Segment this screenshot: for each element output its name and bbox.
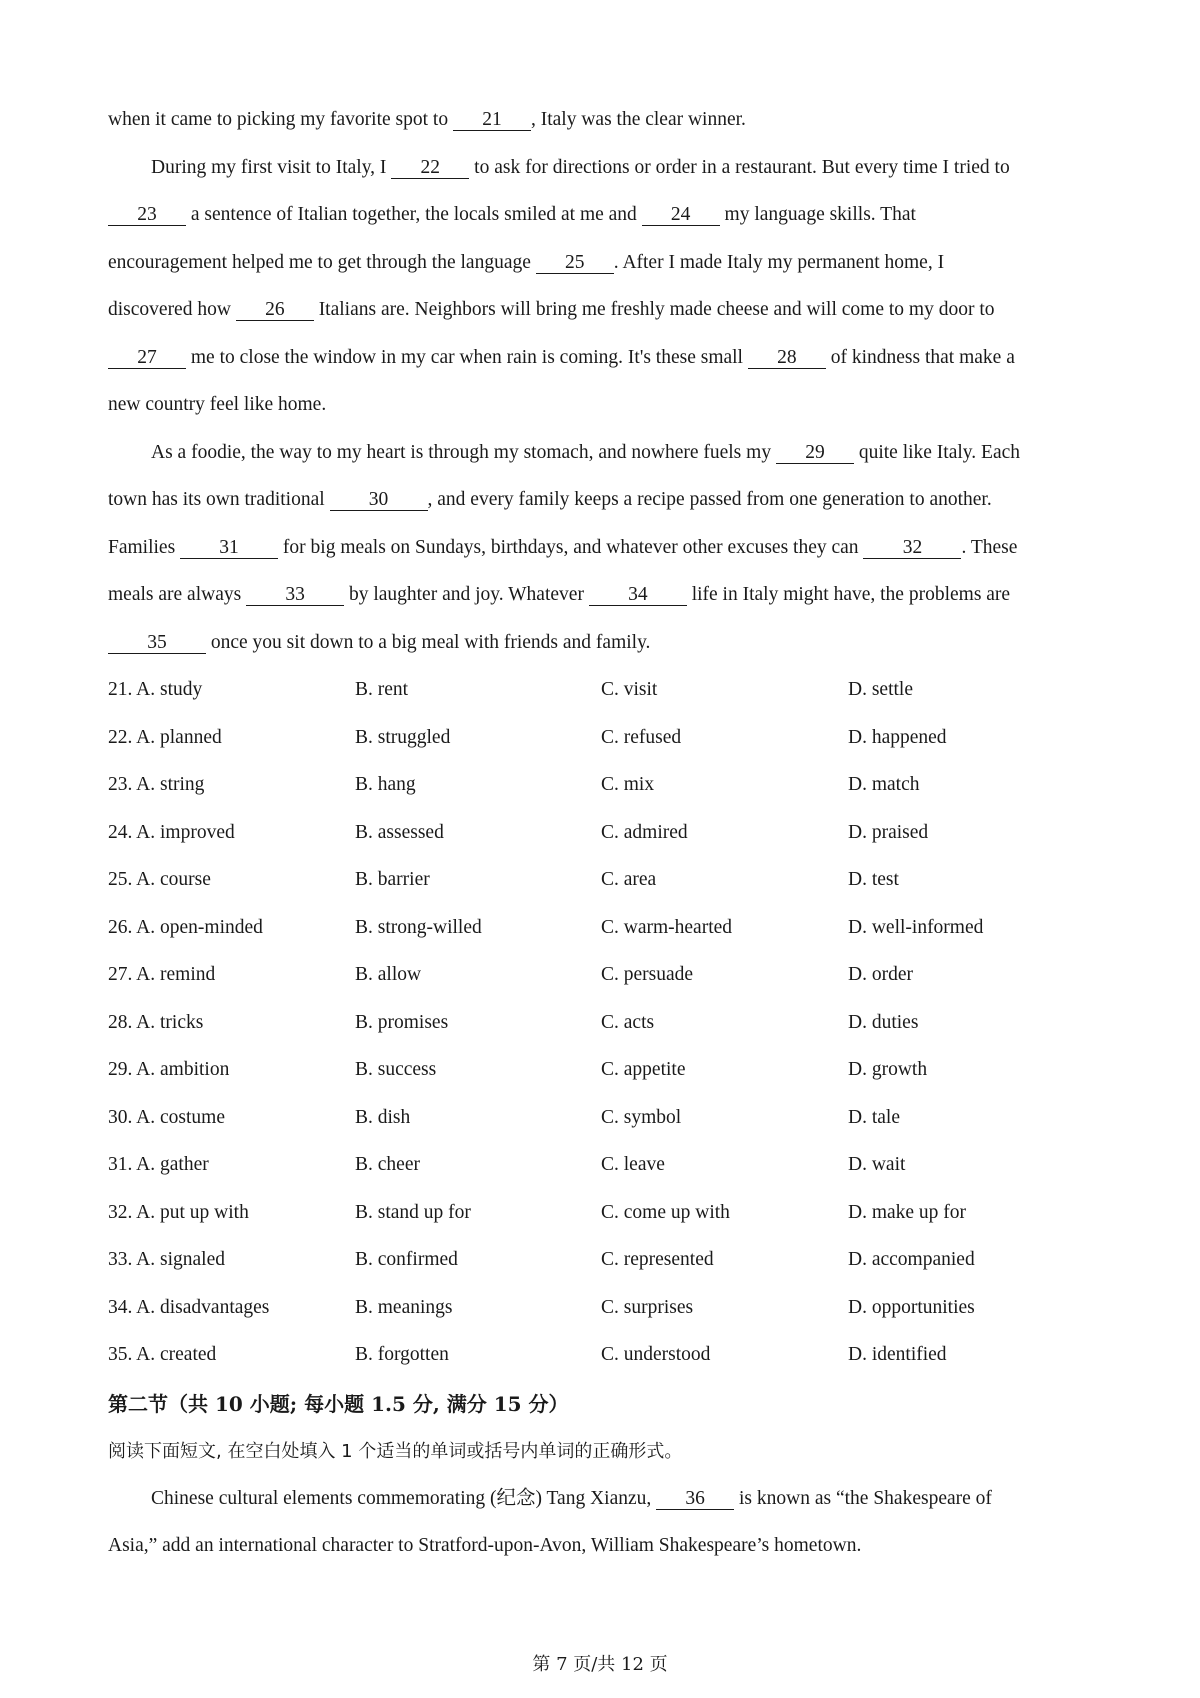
option-row-21: 21. A. study B. rent C. visit D. settle (108, 679, 913, 700)
option-row-32: 32. A. put up with B. stand up for C. come up with D. make up for (108, 1201, 967, 1223)
passage-line: During my first visit to Italy, I 22 to ask for directions or order in a restaurant. But every time I tried to (151, 156, 1010, 178)
passage-line: meals are always 33 by laughter and joy. Whatever 34 life in Italy might have, the problems are (108, 584, 1011, 605)
blank-36: 36 (656, 1489, 734, 1510)
passage-line: town has its own traditional 30 , and every family keeps a recipe passed from one generation to another. (108, 489, 992, 510)
section-title: 第二节（共 10 小题; 每小题 1.5 分, 满分 15 分） (108, 1391, 569, 1416)
option-row-29: 29. A. ambition B. success C. appetite D. growth (108, 1059, 928, 1080)
blank-34: 34 (589, 585, 687, 606)
option-row-28: 28. A. tricks B. promises C. acts D. duties (108, 1011, 919, 1033)
option-row-26: 26. A. open-minded B. strong-willed C. warm-hearted D. well-informed (108, 916, 984, 938)
blank-31: 31 (180, 538, 278, 559)
section-instruction: 阅读下面短文, 在空白处填入 1 个适当的单词或括号内单词的正确形式。 (108, 1440, 683, 1462)
option-row-27: 27. A. remind B. allow C. persuade D. order (108, 964, 913, 985)
passage-line: As a foodie, the way to my heart is through my stomach, and nowhere fuels my 29 quite like Italy. Each (151, 441, 1020, 463)
passage-line: Chinese cultural elements commemorating (纪念) Tang Xianzu, 36 is known as “the Shakespeare of (151, 1487, 992, 1509)
passage-line: when it came to picking my favorite spot to 21 , Italy was the clear winner. (108, 109, 746, 130)
passage-line: 23 a sentence of Italian together, the locals smiled at me and 24 my language skills. That (108, 191, 1098, 239)
blank-23: 23 (108, 205, 186, 226)
blank-26: 26 (236, 300, 314, 321)
option-row-22: 22. A. planned B. struggled C. refused D. happened (108, 726, 947, 748)
passage-line: 35 once you sit down to a big meal with friends and family. (108, 619, 1098, 667)
blank-30: 30 (330, 490, 428, 511)
page-footer: 第 7 页/共 12 页 (532, 1654, 668, 1675)
blank-27: 27 (108, 348, 186, 369)
option-row-34: 34. A. disadvantages B. meanings C. surprises D. opportunities (108, 1296, 975, 1318)
passage-line: Families 31 for big meals on Sundays, birthdays, and whatever other excuses they can 32 . These (108, 536, 1018, 558)
option-row-25: 25. A. course B. barrier C. area D. test (108, 869, 899, 890)
blank-25: 25 (536, 253, 614, 274)
blank-21: 21 (453, 110, 531, 131)
passage-line: encouragement helped me to get through the language 25 . After I made Italy my permanent home, I (108, 251, 945, 273)
option-row-23: 23. A. string B. hang C. mix D. match (108, 774, 920, 795)
option-row-33: 33. A. signaled B. confirmed C. represented D. accompanied (108, 1249, 975, 1270)
exam-page (108, 96, 1098, 1570)
blank-32: 32 (863, 538, 961, 559)
passage-line: discovered how 26 Italians are. Neighbors will bring me freshly made cheese and will come to my door to (108, 299, 995, 320)
option-row-35: 35. A. created B. forgotten C. understood D. identified (108, 1344, 947, 1365)
blank-33: 33 (246, 585, 344, 606)
passage-line: Asia,” add an international character to Stratford-upon-Avon, William Shakespeare’s hometown. (108, 1535, 862, 1556)
blank-35: 35 (108, 633, 206, 654)
option-row-24: 24. A. improved B. assessed C. admired D. praised (108, 821, 929, 843)
blank-29: 29 (776, 443, 854, 464)
option-row-31: 31. A. gather B. cheer C. leave D. wait (108, 1154, 906, 1175)
options-list (108, 666, 1098, 1379)
passage-line: 27 me to close the window in my car when rain is coming. It's these small 28 of kindness that make a (108, 334, 1098, 382)
passage-line: new country feel like home. (108, 394, 327, 415)
blank-24: 24 (642, 205, 720, 226)
option-row-30: 30. A. costume B. dish C. symbol D. tale (108, 1106, 900, 1128)
blank-22: 22 (391, 158, 469, 179)
blank-28: 28 (748, 348, 826, 369)
